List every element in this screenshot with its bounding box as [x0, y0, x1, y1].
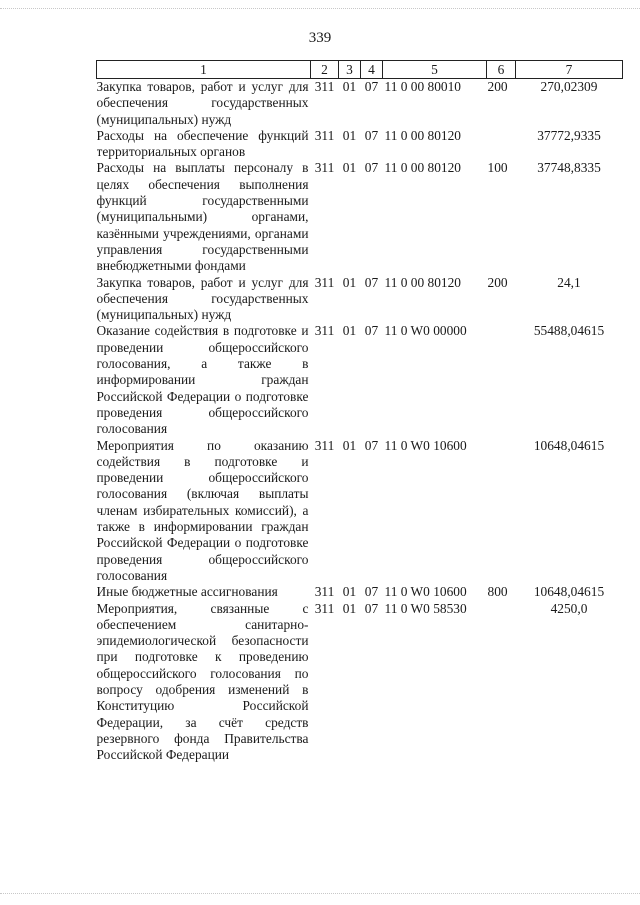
row-grbs-cell: 311	[314, 323, 335, 339]
column-header-subsection: 4	[361, 61, 383, 79]
column-header-expense-type: 6	[487, 61, 516, 79]
row-subsection-cell: 07	[364, 600, 379, 616]
row-name-cell: Иные бюджетные ассигнования	[96, 584, 278, 600]
row-target-article-cell: 11 0 W0 10600	[384, 437, 467, 453]
row-expense-type-cell	[487, 323, 516, 437]
column-header-target-article: 5	[383, 61, 487, 79]
row-name-cell: Мероприятия, связанные с обеспечением санитарно-эпидемиологической безопасности при подготовке к проведению общероссийского голосования по вопросу одобрения изменений в Конституцию Российской Федерации, за счёт средств резервного фонда Правительства Российской Федерации	[96, 600, 309, 763]
row-grbs-cell: 311	[314, 600, 335, 616]
column-header-section: 3	[339, 61, 361, 79]
row-amount-cell: 270,02309	[540, 79, 598, 94]
row-expense-type-cell: 100	[487, 160, 508, 176]
page-bottom-edge	[0, 893, 640, 898]
row-name-cell: Закупка товаров, работ и услуг для обеспечения государственных (муниципальных) нужд	[96, 274, 309, 323]
row-expense-type-cell	[487, 128, 516, 161]
table-row	[97, 275, 623, 324]
row-name-cell: Мероприятия по оказанию содействия в подготовке и проведении общероссийского голосования (включая выплаты членам избирательных комиссий), а также в информировании граждан Российской Федерации о подготовке проведения общероссийского голосования	[96, 437, 309, 583]
row-amount-cell: 4250,0	[550, 600, 588, 616]
table-row	[97, 601, 623, 764]
row-section-cell: 01	[342, 160, 357, 176]
row-expense-type-cell: 200	[487, 79, 508, 94]
column-header-grbs: 2	[311, 61, 339, 79]
row-amount-cell: 55488,04615	[533, 323, 605, 339]
row-grbs-cell: 311	[314, 160, 335, 176]
row-target-article-cell: 11 0 00 80120	[384, 274, 461, 290]
row-target-article-cell: 11 0 W0 58530	[384, 600, 467, 616]
row-name-cell: Расходы на выплаты персоналу в целях обеспечения выполнения функций государственными (муниципальными) органами, казёнными учреждениями, органами управления государственными внебюджетными фондами	[96, 160, 309, 274]
row-target-article-cell: 11 0 00 80120	[384, 160, 461, 176]
row-target-article-cell: 11 0 00 80120	[384, 127, 461, 143]
row-grbs-cell: 311	[314, 437, 335, 453]
table-row	[97, 128, 623, 161]
row-section-cell: 01	[342, 127, 357, 143]
table-row	[97, 323, 623, 437]
row-subsection-cell: 07	[364, 79, 379, 94]
row-target-article-cell: 11 0 W0 10600	[384, 584, 467, 600]
row-section-cell: 01	[342, 274, 357, 290]
row-target-article-cell: 11 0 W0 00000	[384, 323, 467, 339]
row-subsection-cell: 07	[364, 437, 379, 453]
row-section-cell: 01	[342, 323, 357, 339]
row-name-cell: Расходы на обеспечение функций территориальных органов	[96, 127, 309, 160]
page-top-edge	[0, 8, 640, 13]
row-grbs-cell: 311	[314, 79, 335, 94]
row-amount-cell: 10648,04615	[533, 437, 605, 453]
row-amount-cell: 24,1	[557, 274, 581, 290]
row-subsection-cell: 07	[364, 127, 379, 143]
table-row	[97, 584, 623, 600]
row-amount-cell: 10648,04615	[533, 584, 605, 600]
header-row	[97, 61, 623, 79]
table-row	[97, 160, 623, 274]
row-subsection-cell: 07	[364, 274, 379, 290]
row-grbs-cell: 311	[314, 584, 335, 600]
row-subsection-cell: 07	[364, 323, 379, 339]
row-section-cell: 01	[342, 600, 357, 616]
row-subsection-cell: 07	[364, 160, 379, 176]
row-expense-type-cell	[487, 601, 516, 764]
table-row	[97, 438, 623, 585]
table-row	[97, 79, 623, 128]
row-section-cell: 01	[342, 584, 357, 600]
table-body	[97, 79, 623, 764]
row-section-cell: 01	[342, 437, 357, 453]
page-number: 339	[308, 30, 332, 46]
budget-table	[96, 60, 623, 763]
row-subsection-cell: 07	[364, 584, 379, 600]
row-target-article-cell: 11 0 00 80010	[384, 79, 461, 94]
row-expense-type-cell: 800	[487, 584, 508, 600]
column-header-amount: 7	[516, 61, 623, 79]
row-amount-cell: 37772,9335	[537, 127, 601, 143]
row-name-cell: Закупка товаров, работ и услуг для обеспечения государственных (муниципальных) нужд	[96, 79, 309, 127]
row-name-cell: Оказание содействия в подготовке и проведении общероссийского голосования, а также в информировании граждан Российской Федерации о подготовке проведения общероссийского голосования	[96, 323, 309, 437]
row-grbs-cell: 311	[314, 127, 335, 143]
row-expense-type-cell	[487, 438, 516, 585]
row-grbs-cell: 311	[314, 274, 335, 290]
row-amount-cell: 37748,8335	[537, 160, 601, 176]
row-section-cell: 01	[342, 79, 357, 94]
column-header-name: 1	[97, 61, 311, 79]
row-expense-type-cell: 200	[487, 274, 508, 290]
